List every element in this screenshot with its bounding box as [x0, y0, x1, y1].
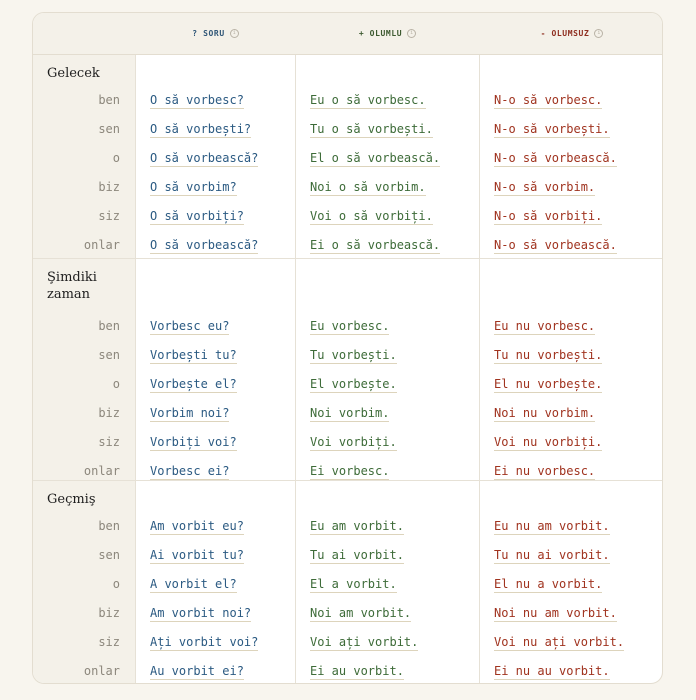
conjugation-text: Tu vorbești.: [310, 348, 397, 362]
pronoun-label: siz: [98, 635, 120, 649]
conjugation-text: El a vorbit.: [310, 577, 397, 591]
conjugation-text: O să vorbească?: [150, 238, 259, 252]
conjugation-question[interactable]: [150, 376, 237, 392]
conjugation-text: Ei au vorbit.: [310, 664, 404, 678]
header-negative-label: - OLUMSUZ: [540, 29, 590, 38]
header-question-label: ? SORU: [192, 29, 225, 38]
conjugation-text: N-o să vorbească.: [494, 238, 617, 252]
conjugation-positive[interactable]: [310, 663, 404, 679]
conjugation-table: [32, 12, 663, 684]
conjugation-negative[interactable]: [494, 605, 617, 621]
conjugation-positive[interactable]: [310, 237, 440, 253]
conjugation-question[interactable]: [150, 663, 244, 679]
conjugation-positive[interactable]: [310, 150, 440, 166]
conjugation-text: N-o să vorbiți.: [494, 209, 603, 223]
conjugation-text: El o să vorbească.: [310, 151, 441, 165]
conjugation-text: Ei o să vorbească.: [310, 238, 441, 252]
conjugation-positive[interactable]: [310, 179, 426, 195]
conjugation-question[interactable]: [150, 150, 258, 166]
section-divider: [33, 258, 662, 259]
info-icon[interactable]: i: [230, 29, 239, 38]
conjugation-question[interactable]: [150, 518, 244, 534]
conjugation-text: Au vorbit ei?: [150, 664, 244, 678]
conjugation-text: Am vorbit eu?: [150, 519, 244, 533]
pronoun-label: onlar: [83, 464, 120, 478]
conjugation-question[interactable]: [150, 208, 244, 224]
section-title: Geçmiş: [47, 492, 96, 507]
pronoun-label: ben: [98, 519, 120, 533]
pronoun-label: ben: [98, 319, 120, 333]
conjugation-text: El nu a vorbit.: [494, 577, 603, 591]
conjugation-negative[interactable]: [494, 547, 610, 563]
pronoun-label: onlar: [83, 664, 120, 678]
conjugation-positive[interactable]: [310, 376, 397, 392]
conjugation-text: Voi nu vorbiți.: [494, 435, 603, 449]
conjugation-text: Voi vorbiți.: [310, 435, 397, 449]
column-divider: [479, 13, 480, 683]
conjugation-text: Vorbește el?: [150, 377, 237, 391]
conjugation-positive[interactable]: [310, 208, 433, 224]
conjugation-positive[interactable]: [310, 347, 397, 363]
conjugation-negative[interactable]: [494, 237, 617, 253]
pronoun-label: siz: [98, 435, 120, 449]
conjugation-negative[interactable]: [494, 634, 624, 650]
conjugation-text: El vorbește.: [310, 377, 397, 391]
conjugation-question[interactable]: [150, 179, 237, 195]
conjugation-question[interactable]: [150, 463, 229, 479]
pronoun-label: biz: [98, 406, 120, 420]
conjugation-positive[interactable]: [310, 463, 389, 479]
conjugation-positive[interactable]: [310, 92, 426, 108]
column-divider: [295, 13, 296, 683]
conjugation-text: O să vorbești?: [150, 122, 252, 136]
conjugation-text: Vorbim noi?: [150, 406, 230, 420]
conjugation-question[interactable]: [150, 576, 237, 592]
conjugation-text: Ei nu au vorbit.: [494, 664, 610, 678]
conjugation-text: Am vorbit noi?: [150, 606, 252, 620]
conjugation-text: Tu nu ai vorbit.: [494, 548, 610, 562]
conjugation-negative[interactable]: [494, 434, 602, 450]
conjugation-text: N-o să vorbească.: [494, 151, 617, 165]
conjugation-text: Vorbesc eu?: [150, 319, 230, 333]
conjugation-text: Vorbiți voi?: [150, 435, 237, 449]
conjugation-question[interactable]: [150, 92, 244, 108]
conjugation-negative[interactable]: [494, 347, 602, 363]
conjugation-text: Tu ai vorbit.: [310, 548, 404, 562]
conjugation-positive[interactable]: [310, 121, 433, 137]
conjugation-negative[interactable]: [494, 150, 617, 166]
info-icon[interactable]: i: [594, 29, 603, 38]
pronoun-label: siz: [98, 209, 120, 223]
conjugation-text: Noi vorbim.: [310, 406, 390, 420]
pronoun-label: sen: [98, 122, 120, 136]
conjugation-text: Eu nu am vorbit.: [494, 519, 610, 533]
conjugation-text: Ei nu vorbesc.: [494, 464, 596, 478]
header-question: [136, 13, 295, 54]
conjugation-text: N-o să vorbești.: [494, 122, 610, 136]
conjugation-text: Noi nu vorbim.: [494, 406, 596, 420]
pronoun-label: biz: [98, 180, 120, 194]
conjugation-question[interactable]: [150, 547, 244, 563]
conjugation-text: Eu nu vorbesc.: [494, 319, 596, 333]
conjugation-negative[interactable]: [494, 121, 610, 137]
conjugation-text: O să vorbiți?: [150, 209, 244, 223]
conjugation-text: Ei vorbesc.: [310, 464, 390, 478]
conjugation-positive[interactable]: [310, 518, 404, 534]
pronoun-label: onlar: [83, 238, 120, 252]
conjugation-negative[interactable]: [494, 576, 602, 592]
conjugation-text: O să vorbească?: [150, 151, 259, 165]
conjugation-text: Noi am vorbit.: [310, 606, 412, 620]
conjugation-question[interactable]: [150, 318, 229, 334]
pronoun-label: biz: [98, 606, 120, 620]
conjugation-negative[interactable]: [494, 463, 595, 479]
conjugation-question[interactable]: [150, 605, 251, 621]
pronoun-label: sen: [98, 548, 120, 562]
conjugation-negative[interactable]: [494, 92, 602, 108]
info-icon[interactable]: i: [407, 29, 416, 38]
conjugation-negative[interactable]: [494, 318, 595, 334]
conjugation-text: Vorbești tu?: [150, 348, 237, 362]
conjugation-negative[interactable]: [494, 663, 610, 679]
conjugation-text: Voi ați vorbit.: [310, 635, 419, 649]
conjugation-positive[interactable]: [310, 634, 418, 650]
section-title: Gelecek: [47, 66, 100, 81]
section-title: Şimdiki zaman: [47, 270, 97, 302]
conjugation-text: Noi nu am vorbit.: [494, 606, 617, 620]
conjugation-text: Eu vorbesc.: [310, 319, 390, 333]
conjugation-text: Ai vorbit tu?: [150, 548, 244, 562]
conjugation-text: N-o să vorbesc.: [494, 93, 603, 107]
conjugation-question[interactable]: [150, 634, 258, 650]
conjugation-question[interactable]: [150, 405, 229, 421]
table-header: [33, 13, 662, 55]
header-positive: [296, 13, 479, 54]
pronoun-label: ben: [98, 93, 120, 107]
conjugation-text: Voi nu ați vorbit.: [494, 635, 625, 649]
conjugation-text: N-o să vorbim.: [494, 180, 596, 194]
conjugation-text: Eu am vorbit.: [310, 519, 404, 533]
pronoun-label: o: [112, 151, 120, 165]
conjugation-positive[interactable]: [310, 318, 389, 334]
pronoun-label: o: [112, 577, 120, 591]
conjugation-question[interactable]: [150, 237, 258, 253]
conjugation-negative[interactable]: [494, 179, 595, 195]
conjugation-text: Vorbesc ei?: [150, 464, 230, 478]
conjugation-text: O să vorbim?: [150, 180, 237, 194]
conjugation-text: A vorbit el?: [150, 577, 237, 591]
conjugation-question[interactable]: [150, 347, 237, 363]
conjugation-negative[interactable]: [494, 208, 602, 224]
conjugation-positive[interactable]: [310, 405, 389, 421]
conjugation-text: Noi o să vorbim.: [310, 180, 426, 194]
conjugation-text: El nu vorbește.: [494, 377, 603, 391]
conjugation-question[interactable]: [150, 121, 251, 137]
conjugation-text: Eu o să vorbesc.: [310, 93, 426, 107]
conjugation-text: O să vorbesc?: [150, 93, 244, 107]
conjugation-positive[interactable]: [310, 605, 411, 621]
section-divider: [33, 480, 662, 481]
conjugation-negative[interactable]: [494, 518, 610, 534]
conjugation-negative[interactable]: [494, 376, 602, 392]
pronoun-label: sen: [98, 348, 120, 362]
conjugation-positive[interactable]: [310, 547, 404, 563]
header-negative: [480, 13, 663, 54]
conjugation-text: Tu o să vorbești.: [310, 122, 433, 136]
conjugation-text: Ați vorbit voi?: [150, 635, 259, 649]
header-positive-label: + OLUMLU: [358, 29, 403, 38]
conjugation-text: Tu nu vorbești.: [494, 348, 603, 362]
conjugation-question[interactable]: [150, 434, 237, 450]
conjugation-positive[interactable]: [310, 576, 397, 592]
conjugation-positive[interactable]: [310, 434, 397, 450]
conjugation-text: Voi o să vorbiți.: [310, 209, 433, 223]
pronoun-label: o: [112, 377, 120, 391]
conjugation-negative[interactable]: [494, 405, 595, 421]
